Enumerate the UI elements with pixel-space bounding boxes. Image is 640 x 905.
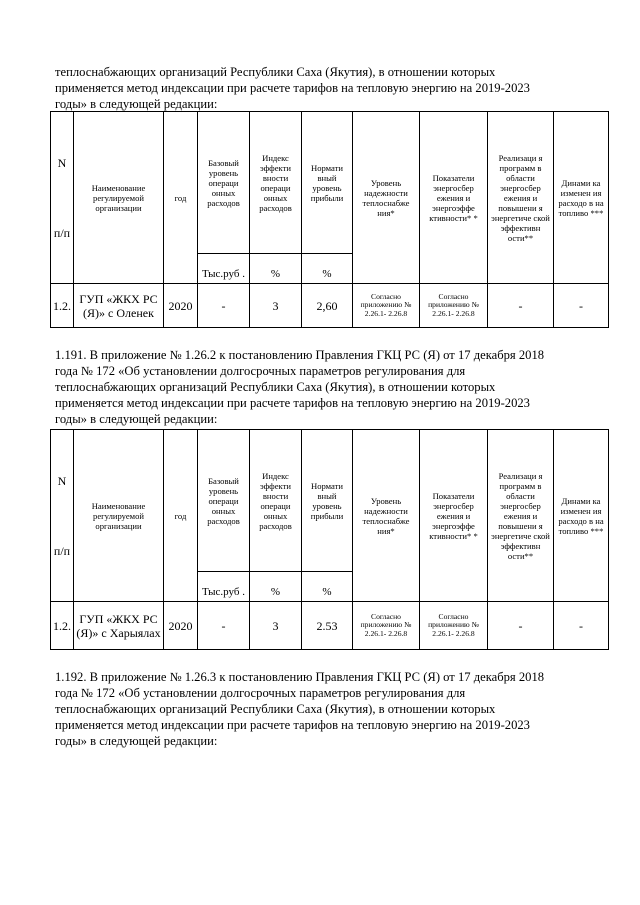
cell-norm: 2,60 bbox=[302, 284, 353, 328]
cell-energy: Согласно приложению № 2.26.1- 2.26.8 bbox=[420, 284, 488, 328]
header-reliability: Уровень надежности теплоснабже ния* bbox=[353, 112, 420, 284]
header-base: Базовый уровень операци онных расходов bbox=[198, 112, 250, 254]
cell-name: ГУП «ЖКХ РС (Я)» с Оленек bbox=[74, 284, 164, 328]
unit-base: Тыс.руб . bbox=[198, 572, 250, 602]
s191-line-4: применяется метод индексации при расчете тарифов на тепловую энергию на 2019-2023 bbox=[55, 396, 530, 410]
section-191-paragraph bbox=[55, 347, 595, 427]
header-program-realization: Реализаци я программ в области энергосбер ежения и повышени я энергетиче ской эффективн ости** bbox=[488, 112, 554, 284]
s192-line-4: применяется метод индексации при расчете тарифов на тепловую энергию на 2019-2023 bbox=[55, 718, 530, 732]
cell-reliability: Согласно приложению № 2.26.1- 2.26.8 bbox=[353, 284, 420, 328]
s191-line-1: 1.191. В приложение № 1.26.2 к постановлению Правления ГКЦ РС (Я) от 17 декабря 2018 bbox=[55, 348, 545, 362]
tariff-table-1 bbox=[50, 111, 609, 328]
intro-paragraph bbox=[55, 64, 595, 112]
intro-line-2: применяется метод индексации при расчете тарифов на тепловую энергию на 2019-2023 bbox=[55, 81, 530, 95]
cell-base: - bbox=[198, 284, 250, 328]
header-name: Наименование регулируемой организации bbox=[74, 430, 164, 602]
cell-n: 1.2. bbox=[51, 602, 74, 650]
header-base: Базовый уровень операци онных расходов bbox=[198, 430, 250, 572]
s192-line-5: годы» в следующей редакции: bbox=[55, 734, 218, 748]
cell-index: 3 bbox=[250, 284, 302, 328]
table-row bbox=[51, 284, 609, 328]
cell-reliability: Согласно приложению № 2.26.1- 2.26.8 bbox=[353, 602, 420, 650]
s192-line-1: 1.192. В приложение № 1.26.3 к постановлению Правления ГКЦ РС (Я) от 17 декабря 2018 bbox=[55, 670, 545, 684]
header-energy-indicators: Показатели энергосбер ежения и энергоэффе ктивности* * bbox=[420, 112, 488, 284]
header-index: Индекс эффекти вности операци онных расходов bbox=[250, 430, 302, 572]
cell-realization: - bbox=[488, 602, 554, 650]
table-header-row bbox=[51, 430, 609, 572]
unit-index: % bbox=[250, 572, 302, 602]
cell-name: ГУП «ЖКХ РС (Я)» с Харыялах bbox=[74, 602, 164, 650]
s191-line-3: теплоснабжающих организаций Республики Саха (Якутия), в отношении которых bbox=[55, 380, 496, 394]
s191-line-5: годы» в следующей редакции: bbox=[55, 412, 218, 426]
header-index: Индекс эффекти вности операци онных расходов bbox=[250, 112, 302, 254]
cell-norm: 2.53 bbox=[302, 602, 353, 650]
header-n-cell: N п/п bbox=[51, 430, 74, 602]
cell-base: - bbox=[198, 602, 250, 650]
cell-dynamics: - bbox=[554, 284, 609, 328]
unit-index: % bbox=[250, 254, 302, 284]
header-norm: Нормати вный уровень прибыли bbox=[302, 112, 353, 254]
header-norm: Нормати вный уровень прибыли bbox=[302, 430, 353, 572]
tariff-table-2 bbox=[50, 429, 609, 650]
header-program-realization: Реализаци я программ в области энергосбер ежения и повышени я энергетиче ской эффективн ости** bbox=[488, 430, 554, 602]
cell-n: 1.2. bbox=[51, 284, 74, 328]
header-year: год bbox=[164, 430, 198, 602]
header-reliability: Уровень надежности теплоснабже ния* bbox=[353, 430, 420, 602]
intro-line-1: теплоснабжающих организаций Республики Саха (Якутия), в отношении которых bbox=[55, 65, 496, 79]
intro-line-3: годы» в следующей редакции: bbox=[55, 97, 218, 111]
cell-index: 3 bbox=[250, 602, 302, 650]
header-name: Наименование регулируемой организации bbox=[74, 112, 164, 284]
unit-norm: % bbox=[302, 572, 353, 602]
header-energy-indicators: Показатели энергосбер ежения и энергоэффе ктивности* * bbox=[420, 430, 488, 602]
header-year: год bbox=[164, 112, 198, 284]
s191-line-2: года № 172 «Об установлении долгосрочных параметров регулирования для bbox=[55, 364, 466, 378]
s192-line-3: теплоснабжающих организаций Республики Саха (Якутия), в отношении которых bbox=[55, 702, 496, 716]
section-192-paragraph bbox=[55, 669, 595, 749]
header-fuel-dynamics: Динами ка изменен ия расходо в на топливо *** bbox=[554, 112, 609, 284]
header-n-cell: N п/п bbox=[51, 112, 74, 284]
cell-dynamics: - bbox=[554, 602, 609, 650]
table-header-row bbox=[51, 112, 609, 254]
table-row bbox=[51, 602, 609, 650]
header-fuel-dynamics: Динами ка изменен ия расходо в на топливо *** bbox=[554, 430, 609, 602]
unit-base: Тыс.руб . bbox=[198, 254, 250, 284]
unit-norm: % bbox=[302, 254, 353, 284]
cell-realization: - bbox=[488, 284, 554, 328]
cell-year: 2020 bbox=[164, 284, 198, 328]
s192-line-2: года № 172 «Об установлении долгосрочных параметров регулирования для bbox=[55, 686, 466, 700]
cell-year: 2020 bbox=[164, 602, 198, 650]
cell-energy: Согласно приложению № 2.26.1- 2.26.8 bbox=[420, 602, 488, 650]
